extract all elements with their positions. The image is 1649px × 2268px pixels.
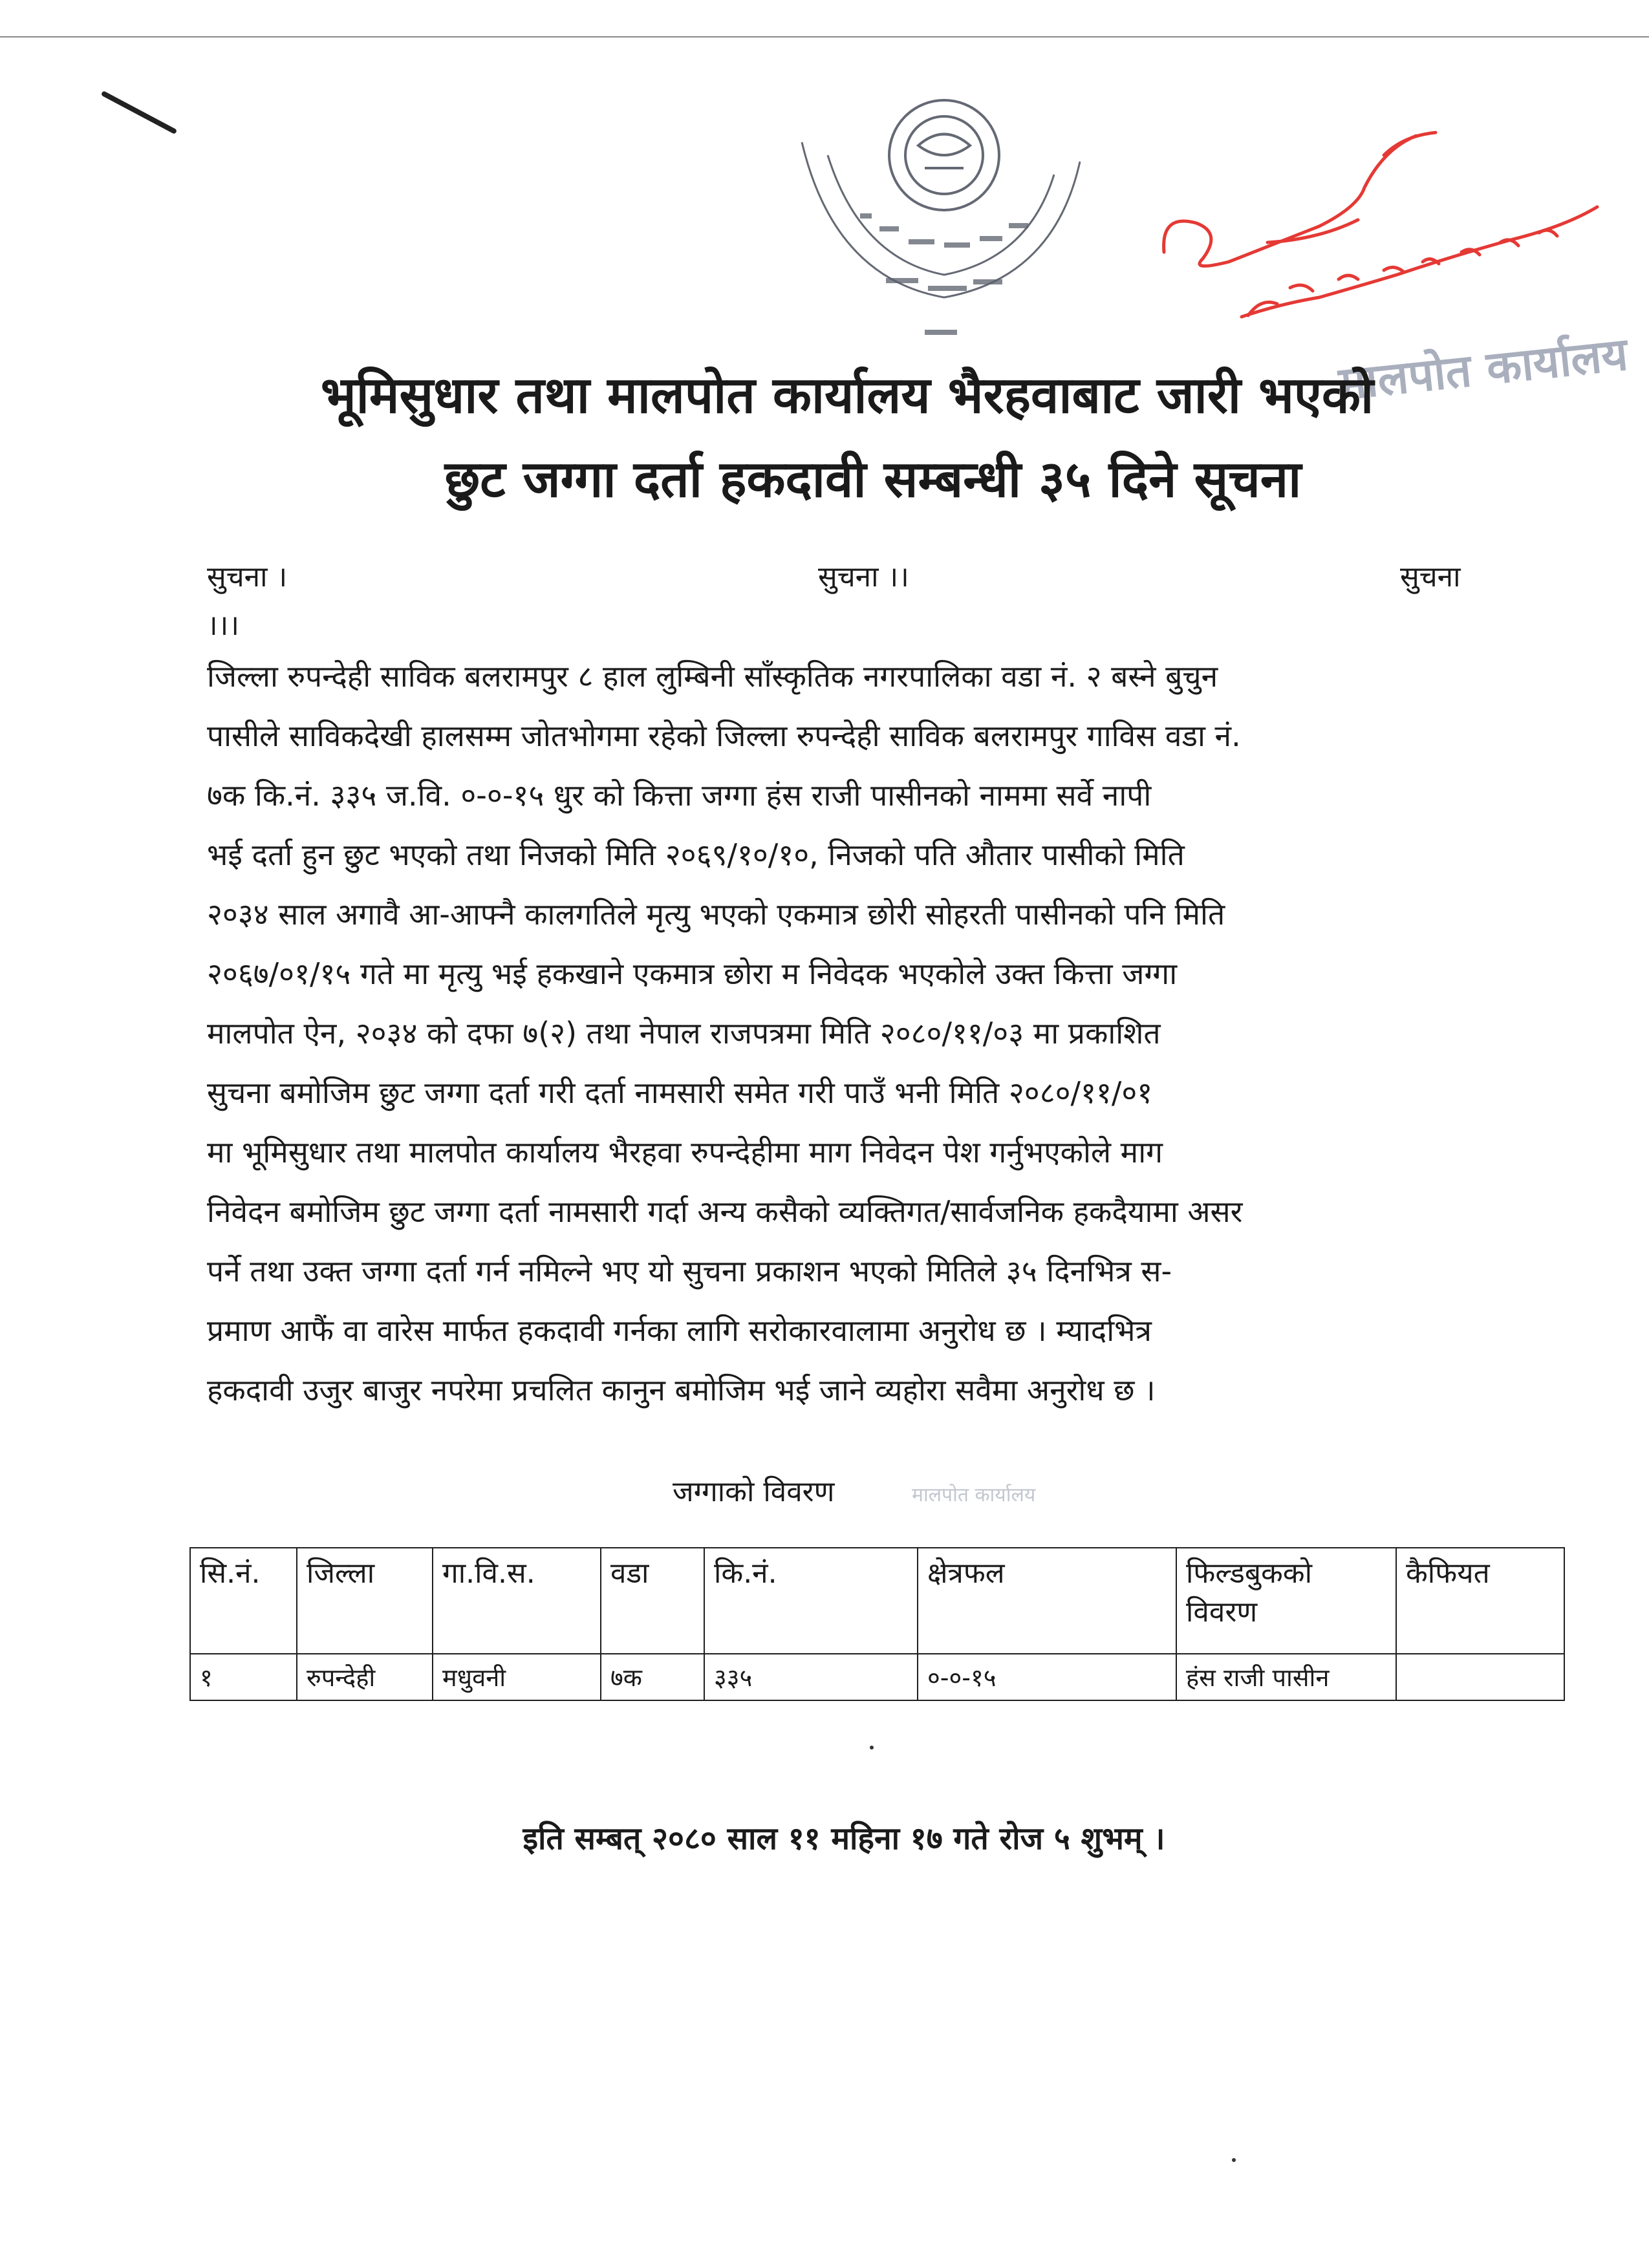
- office-seal-emblem: [757, 84, 1119, 369]
- header-remarks: कैफियत: [1396, 1548, 1564, 1654]
- cell-fieldbook-details: हंस राजी पासीन: [1176, 1654, 1396, 1700]
- handwritten-signature: [1151, 110, 1617, 343]
- table-header-row: [190, 1548, 1564, 1654]
- scan-speck: [1232, 2158, 1236, 2162]
- body-line: जिल्ला रुपन्देही साविक बलरामपुर ८ हाल लुम्बिनी साँस्कृतिक नगरपालिका वडा नं. २ बस्ने बुचुन: [207, 659, 1218, 694]
- table-row: [190, 1654, 1564, 1700]
- scan-speck: [870, 1746, 874, 1749]
- cell-district: रुपन्देही: [297, 1654, 433, 1700]
- header-plot-no: कि.नं.: [704, 1548, 918, 1654]
- body-line: मालपोत ऐन, २०३४ को दफा ७(२) तथा नेपाल राजपत्रमा मिति २०८०/११/०३ मा प्रकाशित: [207, 1016, 1161, 1051]
- header-fieldbook-details: फिल्डबुकको विवरण: [1176, 1548, 1396, 1654]
- body-line: भई दर्ता हुन छुट भएको तथा निजको मिति २०६९/१०/१०, निजको पति औतार पासीको मिति: [207, 837, 1185, 872]
- body-line: निवेदन बमोजिम छुट जग्गा दर्ता नामसारी गर्दा अन्य कसैको व्यक्तिगत/सार्वजनिक हकदैयामा असर: [207, 1194, 1243, 1229]
- header-district: जिल्ला: [297, 1548, 433, 1654]
- notice-title-line-2: छुट जग्गा दर्ता हकदावी सम्बन्धी ३५ दिने सूचना: [444, 451, 1302, 509]
- cell-serial-no: १: [190, 1654, 297, 1700]
- body-line: ७क कि.नं. ३३५ ज.वि. ०-०-१५ धुर को कित्ता जग्गा हंस राजी पासीनको नाममा सर्वे नापी: [207, 778, 1152, 813]
- land-details-table: [189, 1547, 1565, 1701]
- notice-word-2: सुचना ।।: [818, 561, 909, 594]
- body-line: पर्ने तथा उक्त जग्गा दर्ता गर्न नमिल्ने भए यो सुचना प्रकाशन भएको मितिले ३५ दिनभित्र स-: [207, 1254, 1172, 1289]
- notice-word-3: सुचना: [1400, 561, 1461, 594]
- body-line: हकदावी उजुर बाजुर नपरेमा प्रचलित कानुन बमोजिम भई जाने व्यहोरा सवैमा अनुरोध छ ।: [207, 1373, 1156, 1407]
- body-line: २०३४ साल अगावै आ-आफ्नै कालगतिले मृत्यु भएको एकमात्र छोरी सोहरती पासीनको पनि मिति: [207, 897, 1225, 932]
- header-serial-no: सि.नं.: [190, 1548, 297, 1654]
- cell-plot-no: ३३५: [704, 1654, 918, 1700]
- body-line: २०६७/०१/१५ गते मा मृत्यु भई हकखाने एकमात्र छोरा म निवेदक भएकोले उक्त कित्ता जग्गा: [207, 956, 1178, 991]
- cell-vdc: मधुवनी: [433, 1654, 601, 1700]
- cell-area: ०-०-१५: [918, 1654, 1176, 1700]
- notice-body: [207, 647, 1455, 1420]
- side-office-stamp: मालपोत कार्यालय: [1336, 327, 1630, 411]
- cell-remarks: [1396, 1654, 1564, 1700]
- notice-word-1: सुचना ।: [207, 561, 288, 594]
- header-ward: वडा: [601, 1548, 704, 1654]
- body-line: पासीले साविकदेखी हालसम्म जोतभोगमा रहेको जिल्ला रुपन्देही साविक बलरामपुर गाविस वडा नं.: [207, 718, 1241, 753]
- header-area: क्षेत्रफल: [918, 1548, 1176, 1654]
- notice-title-line-1: भूमिसुधार तथा मालपोत कार्यालय भैरहवाबाट जारी भएको: [320, 367, 1374, 425]
- body-line: सुचना बमोजिम छुट जग्गा दर्ता गरी दर्ता नामसारी समेत गरी पाउँ भनी मिति २०८०/११/०१: [207, 1075, 1153, 1110]
- faint-office-stamp: मालपोत कार्यालय: [912, 1484, 1036, 1506]
- body-line: प्रमाण आफैं वा वारेस मार्फत हकदावी गर्नका लागि सरोकारवालामा अनुरोध छ । म्यादभित्र: [207, 1313, 1152, 1348]
- cell-ward: ७क: [601, 1654, 704, 1700]
- notice-word-4: ।।।: [207, 609, 240, 642]
- body-line: मा भूमिसुधार तथा मालपोत कार्यालय भैरहवा रुपन्देहीमा माग निवेदन पेश गर्नुभएकोले माग: [207, 1135, 1163, 1170]
- land-details-caption: जग्गाको विवरण: [673, 1475, 835, 1508]
- scan-edge-line: [0, 36, 1649, 37]
- scan-mark: [101, 91, 178, 134]
- header-vdc: गा.वि.स.: [433, 1548, 601, 1654]
- closing-date-line: इति सम्बत् २०८० साल ११ महिना १७ गते रोज ५ शुभम् ।: [523, 1821, 1165, 1857]
